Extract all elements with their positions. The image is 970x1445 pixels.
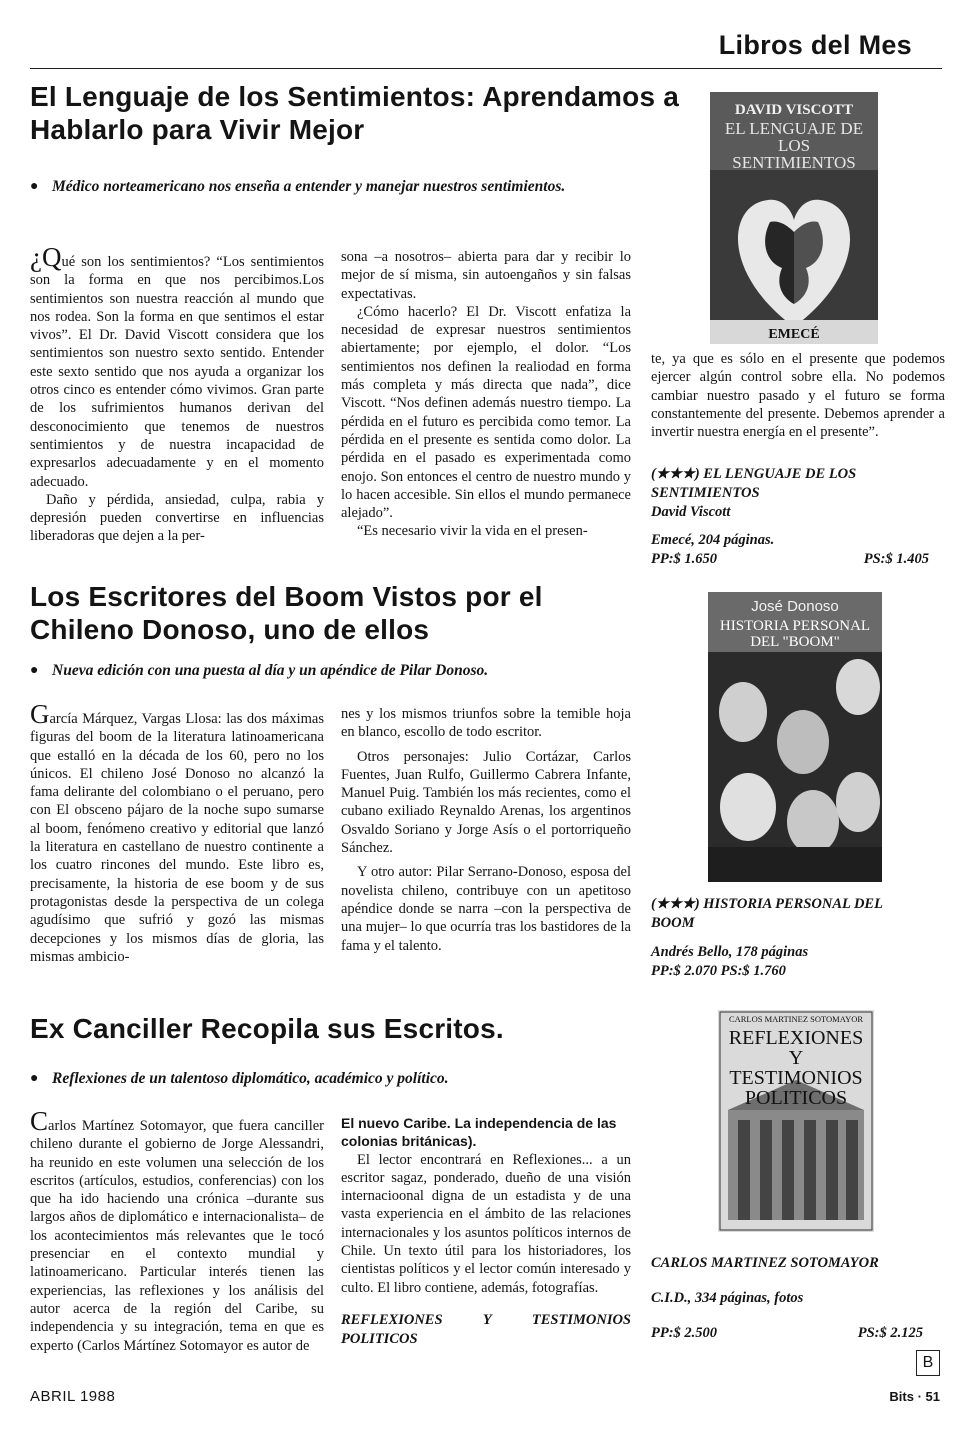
book-publisher: Emecé, 204 páginas. — [651, 532, 775, 548]
paragraph: Daño y pérdida, ansiedad, culpa, rabia y depresión pueden convertirse en influencias liberadoras que dejen a la per- — [30, 491, 324, 545]
cover-author: José Donoso — [751, 598, 839, 615]
paragraph: ¿Cómo hacerlo? El Dr. Viscott enfatiza la necesidad de expresar nuestros sentimientos abiertamente; por ejemplo, el dolor. “Los sentimientos nos definen la realiodad en forma más completa y más directa que nada”, dice Viscott. “Nos definen además nuestro tiempo. La pérdida en el futuro es percibida como temor. La pérdida en el presente es sentida como dolor. La pérdida en el pasado es experimentada como enojo. Son entonces el centro de nuestro mundo y lo hacen accesible. Sin ellos el mundo permanece alejado”. — [341, 303, 631, 522]
article-3-subhead-text: Reflexiones de un talentoso diplomático, académico y político. — [52, 1070, 449, 1087]
article-2-book-ref — [651, 895, 896, 981]
dropcap: ¿Q — [30, 242, 62, 272]
price-ps: PS:$ 1.405 — [863, 551, 929, 567]
paragraph: nes y los mismos triunfos sobre la temible hoja en blanco, escollo de todo escritor. — [341, 706, 631, 741]
article-2-column-2 — [341, 705, 631, 955]
book-cover-reflexiones — [718, 1010, 874, 1232]
article-3-column-2 — [341, 1114, 631, 1349]
article-1-book-ref — [651, 465, 929, 569]
article-2-headline: Los Escritores del Boom Vistos por el Chileno Donoso, uno de ellos — [30, 581, 543, 645]
article-3-headline: Ex Canciller Recopila sus Escritos. — [30, 1013, 504, 1044]
price-pp: PP:$ 2.500 — [651, 1325, 718, 1341]
article-1-headline: El Lenguaje de los Sentimientos: Aprendamos a Hablarlo para Vivir Mejor — [30, 81, 679, 145]
footer-page: Bits · 51 — [889, 1389, 940, 1404]
cover-title: HISTORIA PERSONAL DEL "BOOM" — [719, 618, 871, 650]
price-row — [651, 1324, 929, 1343]
dropcap: C — [30, 1106, 49, 1136]
cover-author: DAVID VISCOTT — [734, 102, 854, 118]
paragraph: Otros personajes: Julio Cortázar, Carlos Fuentes, Juan Rulfo, Guillermo Cabrera Infante, Manuel Puig. También los más recientes, como el cubano exiliado Reynaldo Arenas, los argentinos Osvaldo Soriano y Jorge Asís o el portorriqueño Sánchez. — [341, 748, 631, 857]
paragraph: sona –a nosotros– abierta para dar y recibir lo mejor de sí misma, sin autoengaños y sin falsas expectativas. — [341, 249, 631, 302]
article-2-subhead-text: Nueva edición con una puesta al día y un apéndice de Pilar Donoso. — [52, 662, 489, 679]
section-title: Libros del Mes — [718, 30, 912, 60]
book-prices: PP:$ 2.070 PS:$ 1.760 — [651, 963, 786, 979]
article-1-column-3 — [651, 350, 945, 441]
price-row — [651, 550, 929, 569]
paragraph: “Es necesario vivir la vida en el presen- — [357, 523, 588, 540]
article-1-subhead-text: Médico norteamericano nos enseña a entender y manejar nuestros sentimientos. — [52, 178, 566, 195]
paragraph: Y otro autor: Pilar Serrano-Donoso, esposa del novelista chileno, contribuye con un apetitoso apéndice donde se narra –con la perspectiva de una mujer– lo que ocurría tras los bastidores de la fama y el talento. — [341, 864, 631, 954]
paragraph: ¿Qué son los sentimientos? “Los sentimientos son la forma en que nos percibimos.Los sentimientos son nuestra reacción al mundo que nos rodea. Son la forma en que sentimos el estar vivos”. El Dr. David Viscott considera que los sentimientos son nuestro sexto sentido. Entender este sexto sentido que nos ayuda a organizar los otros cinco es entender cómo vivimos. Gran parte de los sufrimientos humanos derivan del desconocimiento que tenemos de nuestros sentimientos y de nuestra incapacidad de expresarlos adecuadamente y en el momento adecuado. — [30, 242, 324, 490]
paragraph: El lector encontrará en Reflexiones... a un escritor sagaz, ponderado, dueño de una visión internacioonal digna de un estadista y de una vasta experiencia en el ámbito de las relaciones internacionales y los asuntos políticos internos de Chile. Un texto útil para los historiadores, los cientistas políticos y el lector común interesado y culto. El libro contiene, además, fotografías. — [341, 1151, 631, 1296]
section-badge: B — [916, 1350, 940, 1376]
article-3-book-ref — [651, 1254, 929, 1343]
cover-author: CARLOS MARTINEZ SOTOMAYOR — [728, 1014, 864, 1024]
paragraph: te, ya que es sólo en el presente que podemos ejercer algún control sobre ella. No podemos cambiar nuestro pasado y el futuro se forma constantemente del presente. Debemos aprender a invertir nuestra energía en el presente”. — [651, 351, 945, 441]
book-title: (★★★) EL LENGUAJE DE LOS SENTIMIENTOS — [651, 466, 857, 501]
bullet-icon: ● — [30, 663, 39, 678]
article-1-column-2 — [341, 248, 631, 541]
paragraph: García Márquez, Vargas Llosa: las dos máximas figuras del boom de la literatura latinoamericana que estalló en la década de los 60, pero no los únicos. El chileno José Donoso no alcanzó la fama delirante del colombiano o el peruano, pero con El obsceno pájaro de la noche supo sumarse al boom, fenómeno creativo y editorial que lanzó la literatura en castellano de nuestro continente a los cuatro rincones del mundo. Este libro es, precisamente, la historia de ese boom y de sus protagonistas desde la perspectiva de un colega agudísimo que sufrió y gozó las mismas decepciones y los mismos días de gloria, las mismas ambicio- — [30, 699, 324, 965]
cover-publisher: EMECÉ — [768, 327, 820, 342]
price-pp: PP:$ 1.650 — [651, 551, 718, 567]
book-author: Andrés Bello, 178 páginas — [651, 944, 809, 960]
bullet-icon: ● — [30, 1071, 39, 1086]
article-3-inline-ref: REFLEXIONES Y TESTIMONIOS POLITICOS — [341, 1311, 631, 1347]
bullet-icon: ● — [30, 179, 39, 194]
article-2-subhead — [30, 660, 652, 681]
paragraph: Carlos Martínez Sotomayor, que fuera canciller chileno durante el gobierno de Jorge Alessandri, ha reunido en este volumen una selección de los escritos (artículos, estudios, conferencias) con los que ha ido haciendo una crónica –durante sus largos años de diplomático e internacionalista– de los acontecimientos más relevantes que le tocó presenciar en el contexto mundial y latinoamericano. Particular interés tienen las experiencias, las reflexiones y los análisis del autor acerca de la región del Caribe, su independencia y su integración, tema en que es experto (Carlos Mártínez Sotomayor es autor de — [30, 1106, 324, 1354]
book-cover-boom — [708, 592, 882, 882]
book-title: (★★★) HISTORIA PERSONAL DEL BOOM — [651, 896, 883, 931]
header-rule — [30, 68, 942, 69]
book-author: David Viscott — [651, 504, 731, 520]
price-ps: PS:$ 2.125 — [857, 1325, 923, 1341]
cover-title: EL LENGUAJE DE LOS SENTIMIENTOS — [724, 119, 864, 172]
article-2-column-1 — [30, 699, 324, 966]
footer-date: ABRIL 1988 — [30, 1388, 116, 1405]
article-3-column-1 — [30, 1106, 324, 1355]
article-3-subhead — [30, 1068, 652, 1089]
dropcap: G — [30, 699, 50, 729]
article-1-column-1 — [30, 242, 324, 546]
book-publisher: C.I.D., 334 páginas, fotos — [651, 1290, 804, 1306]
paragraph-bold: El nuevo Caribe. La independencia de las colonias británicas). — [341, 1115, 617, 1150]
cover-title: REFLEXIONES Y TESTIMONIOS POLITICOS — [728, 1027, 864, 1109]
book-author: CARLOS MARTINEZ SOTOMAYOR — [651, 1255, 879, 1271]
book-cover-lenguaje — [710, 92, 878, 344]
article-1-subhead — [30, 176, 652, 197]
